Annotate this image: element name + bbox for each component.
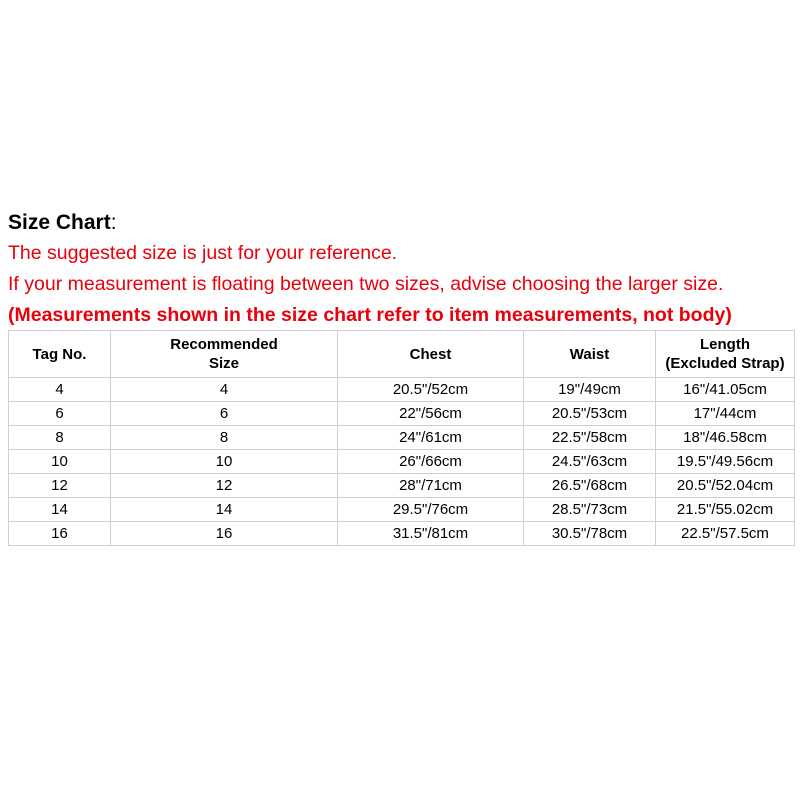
table-row: [9, 522, 795, 546]
table-row: [9, 450, 795, 474]
cell-chest: 20.5"/52cm: [338, 378, 524, 402]
cell-recommended-size: 14: [111, 498, 338, 522]
cell-tag-no: 16: [9, 522, 111, 546]
table-row: [9, 474, 795, 498]
cell-recommended-size: 12: [111, 474, 338, 498]
cell-length: 22.5"/57.5cm: [656, 522, 795, 546]
cell-waist: 20.5"/53cm: [524, 402, 656, 426]
size-chart-heading: [8, 208, 794, 238]
cell-waist: 28.5"/73cm: [524, 498, 656, 522]
cell-chest: 26"/66cm: [338, 450, 524, 474]
cell-tag-no: 6: [9, 402, 111, 426]
cell-chest: 29.5"/76cm: [338, 498, 524, 522]
size-table: [8, 330, 795, 546]
column-header-chest: Chest: [338, 331, 524, 378]
cell-recommended-size: 4: [111, 378, 338, 402]
reference-note: The suggested size is just for your reference.: [8, 242, 398, 264]
table-row: [9, 378, 795, 402]
cell-chest: 24"/61cm: [338, 426, 524, 450]
cell-chest: 31.5"/81cm: [338, 522, 524, 546]
size-table-header-row: [9, 331, 795, 378]
cell-length: 16"/41.05cm: [656, 378, 795, 402]
size-chart-section: [8, 208, 794, 546]
column-header-recommended-size: Recommended Size: [111, 331, 338, 378]
cell-length: 21.5"/55.02cm: [656, 498, 795, 522]
cell-tag-no: 12: [9, 474, 111, 498]
cell-chest: 28"/71cm: [338, 474, 524, 498]
measurement-disclaimer: (Measurements shown in the size chart refer to item measurements, not body): [8, 304, 732, 326]
cell-waist: 24.5"/63cm: [524, 450, 656, 474]
cell-recommended-size: 6: [111, 402, 338, 426]
cell-tag-no: 14: [9, 498, 111, 522]
cell-tag-no: 8: [9, 426, 111, 450]
cell-recommended-size: 8: [111, 426, 338, 450]
cell-waist: 26.5"/68cm: [524, 474, 656, 498]
size-table-body: [9, 378, 795, 546]
cell-waist: 22.5"/58cm: [524, 426, 656, 450]
size-chart-title-colon: :: [110, 211, 117, 234]
cell-length: 20.5"/52.04cm: [656, 474, 795, 498]
cell-length: 19.5"/49.56cm: [656, 450, 795, 474]
size-chart-title: Size Chart: [8, 211, 111, 234]
table-row: [9, 426, 795, 450]
sizing-advice-note: If your measurement is floating between two sizes, advise choosing the larger size.: [8, 273, 724, 295]
table-row: [9, 402, 795, 426]
column-header-waist: Waist: [524, 331, 656, 378]
table-row: [9, 498, 795, 522]
column-header-length: Length (Excluded Strap): [656, 331, 795, 378]
cell-chest: 22"/56cm: [338, 402, 524, 426]
cell-length: 17"/44cm: [656, 402, 795, 426]
cell-recommended-size: 10: [111, 450, 338, 474]
cell-length: 18"/46.58cm: [656, 426, 795, 450]
cell-tag-no: 4: [9, 378, 111, 402]
cell-recommended-size: 16: [111, 522, 338, 546]
cell-tag-no: 10: [9, 450, 111, 474]
cell-waist: 19"/49cm: [524, 378, 656, 402]
column-header-tag-no: Tag No.: [9, 331, 111, 378]
cell-waist: 30.5"/78cm: [524, 522, 656, 546]
